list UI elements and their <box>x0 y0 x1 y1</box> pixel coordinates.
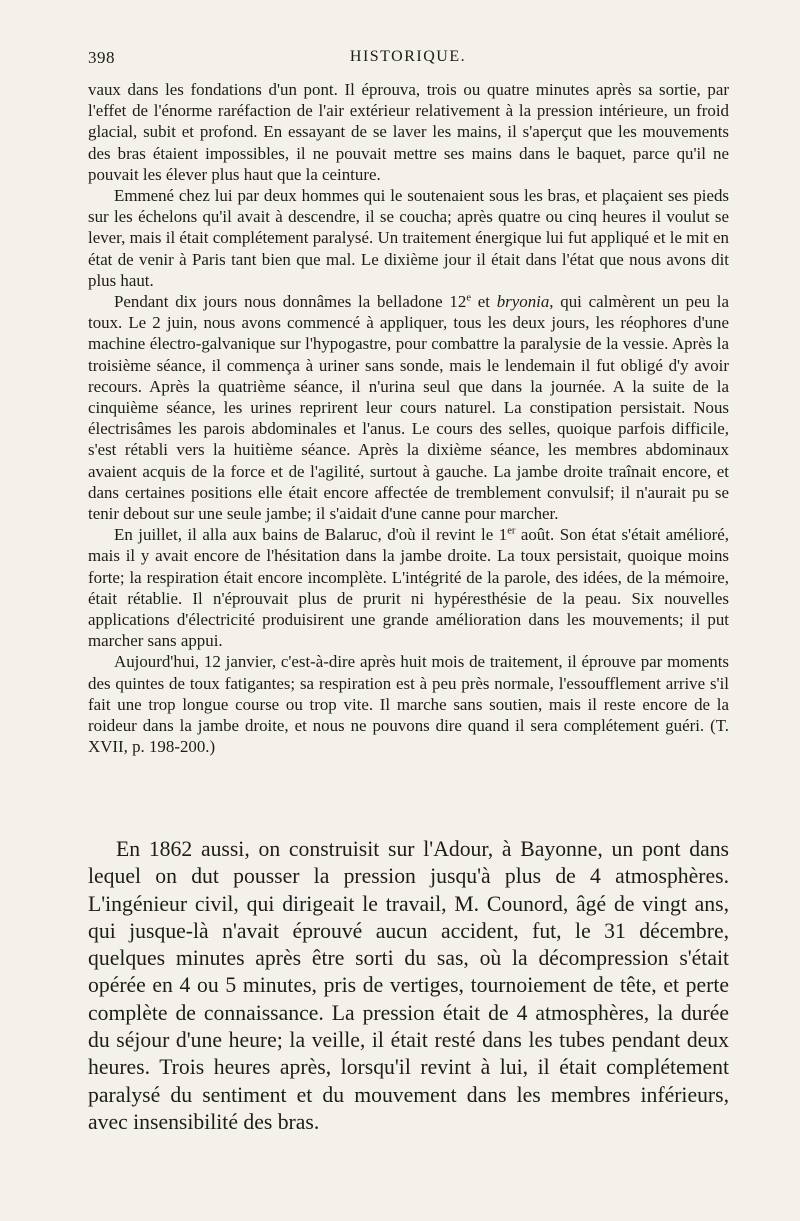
page-header <box>88 44 728 74</box>
superscript-e: e <box>466 292 471 304</box>
treatment-text-start: Pendant dix jours nous donnâmes la belladone 12 <box>114 292 467 312</box>
superscript-er: er <box>507 525 516 537</box>
main-text <box>88 836 729 1136</box>
remedy-name: bryonia <box>496 292 550 312</box>
july-text-start: En juillet, il alla aux bains de Balaruc, d'où il revint le 1 <box>114 525 508 545</box>
treatment-text-and: et <box>470 292 497 312</box>
paragraph-transport: Emmené chez lui par deux hommes qui le soutenaient sous les bras, et plaçaient ses pieds sur les échelons qu'il avait à descendre, il se coucha; après quatre ou cinq heures il voulut se lever, mais il était complétement paralysé. Un traitement énergique lui fut appliqué et le mit en état de venir à Paris tant bien que mal. Le dixième jour il était dans l'état que nous avons dit plus haut. <box>88 186 729 290</box>
paragraph-bayonne: En 1862 aussi, on construisit sur l'Adour, à Bayonne, un pont dans lequel on dut pousser la pression jusqu'à plus de 4 atmosphères. L'ingénieur civil, qui dirigeait le travail, M. Counord, âgé de vingt ans, qui jusque-là n'avait éprouvé aucun accident, fut, le 31 décembre, quelques minutes après être sorti du sas, où la décompression s'était opérée en 4 ou 5 minutes, pris de vertiges, tournoiement de tête, et perte complète de connaissance. La pression était de 4 atmosphères, la durée du séjour d'une heure; la veille, il était resté dans les tubes pendant deux heures. Trois heures après, lorsqu'il revint à lui, il était complétement paralysé du sentiment et du mouvement dans les membres inférieurs, avec insensibilité des bras. <box>88 837 729 1134</box>
paragraph-today: Aujourd'hui, 12 janvier, c'est-à-dire après huit mois de traitement, il éprouve par moments des quintes de toux fatigantes; sa respiration est à peu près normale, l'essoufflement arrive s'il fait une trop longue course ou trop vite. Il marche sans soutien, mais il reste encore de la roideur dans la jambe droite, et nous ne pouvons dire quand il sera complétement guéri. (T. XVII, p. 198-200.) <box>88 652 729 757</box>
treatment-text-rest: , qui calmèrent un peu la toux. Le 2 juin, nous avons commencé à appliquer, tous les deux jours, les réophores d'une machine électro-galvanique sur l'hypogastre, pour combattre la paralysie de la vessie. Après la troisième séance, il commença à uriner sans sonde, mais le lendemain il fut obligé d'y avoir recours. Après la quatrième séance, il n'urina seul que dans la journée. A la suite de la cinquième séance, les urines reprirent leur cours naturel. La constipation persistait. Nous électrisâmes les parois abdominales et l'anus. Le cours des selles, quoique parfois difficile, s'est rétabli vers la huitième séance. Après la dixième séance, les membres abdominaux avaient acquis de la force et de l'agilité, surtout à gauche. La jambe droite traînait encore, et dans certaines positions elle était encore affectée de tremblement convulsif; il n'aurait pu se tenir debout sur une seule jambe; il s'aidait d'une canne pour marcher. <box>88 292 730 524</box>
july-text-rest: août. Son état s'était amélioré, mais il y avait encore de l'hésitation dans la jambe droite. La toux persistait, quoique moins forte; la respiration était encore incomplète. L'intégrité de la parole, des idées, de la mémoire, était rétablie. Il n'éprouvait plus de prurit ni hypéresthésie de la peau. Six nouvelles applications d'électricité produisirent une grande amélioration dans les mouvements; il put marcher sans appui. <box>88 525 729 651</box>
paragraph-july <box>88 524 729 651</box>
paragraph-continuation: vaux dans les fondations d'un pont. Il éprouva, trois ou quatre minutes après sa sortie, par l'effet de l'énorme raréfaction de l'air extérieur relativement à la pression intérieure, un froid glacial, subit et profond. En essayant de se laver les mains, il s'aperçut que les mouvements des bras étaient impossibles, il ne pouvait mettre ses mains dans le baquet, parce qu'il ne pouvait les élever plus haut que la ceinture. <box>88 80 729 184</box>
case-report-text <box>88 79 729 758</box>
page-number: 398 <box>88 48 115 67</box>
running-title: HISTORIQUE. <box>349 48 467 65</box>
paragraph-treatment <box>88 291 729 524</box>
